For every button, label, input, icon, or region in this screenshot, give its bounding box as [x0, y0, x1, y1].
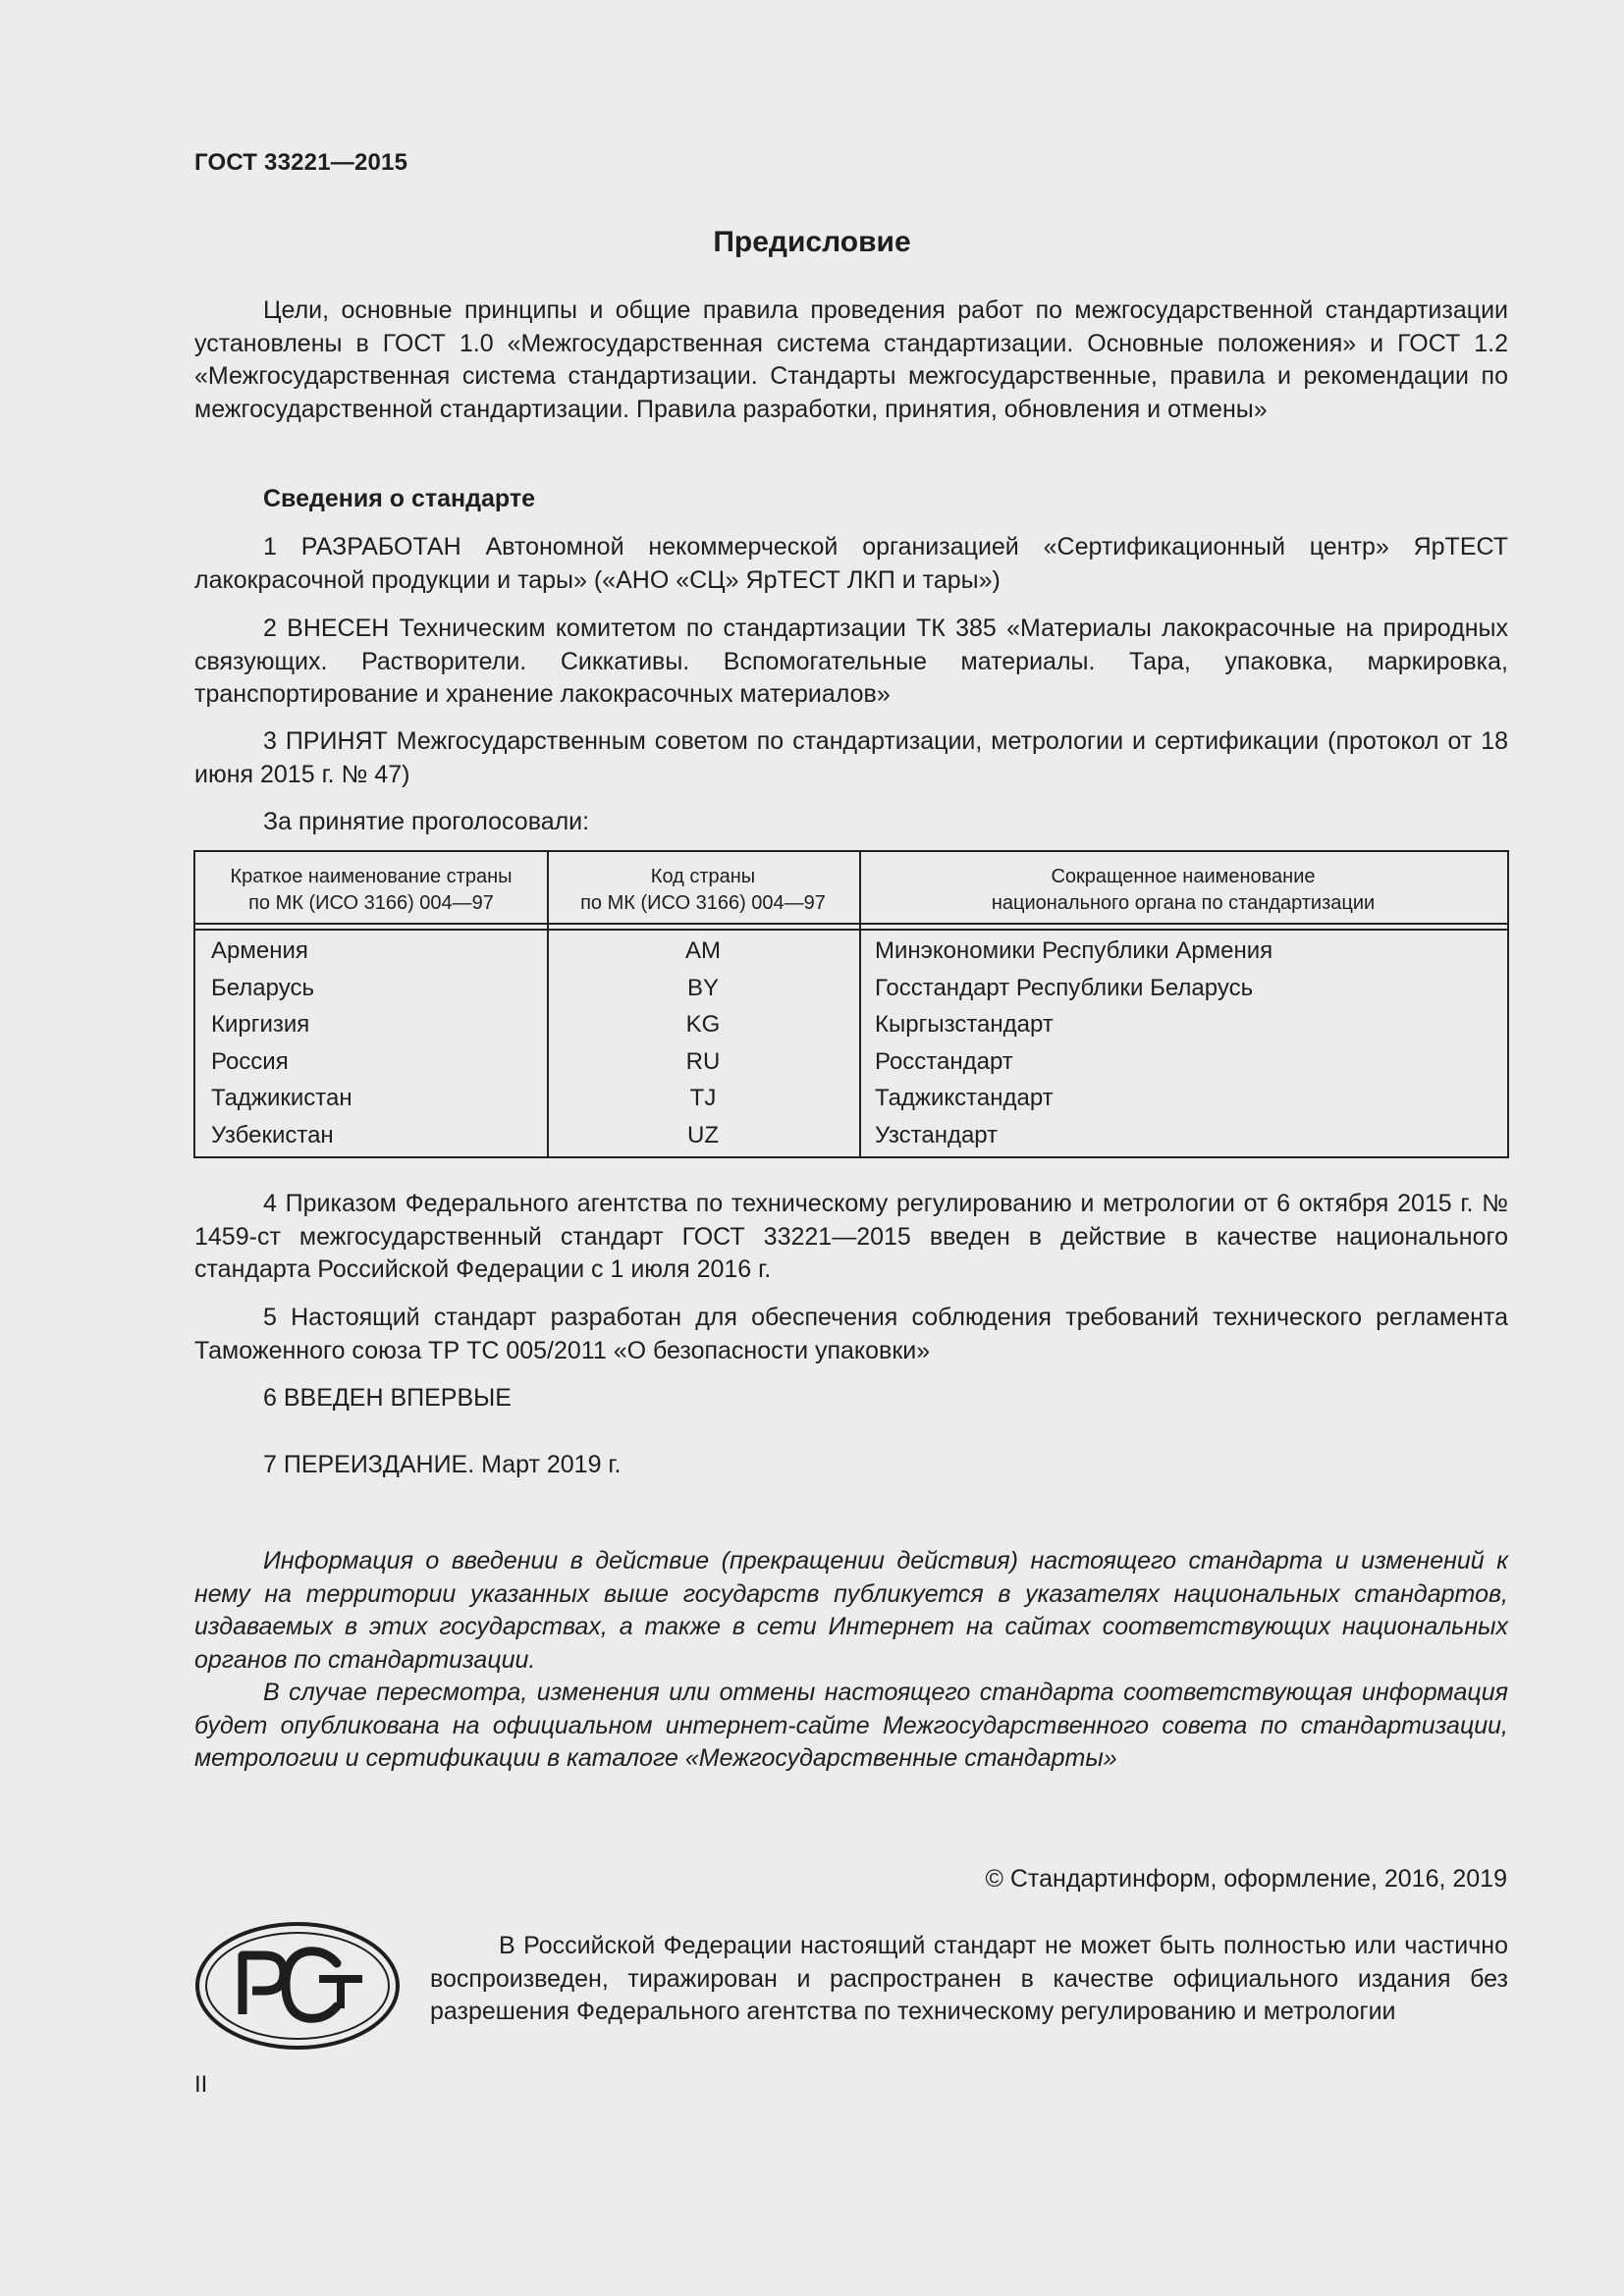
table-row: [195, 933, 1507, 969]
vote-intro: За принятие проголосовали:: [263, 808, 590, 835]
info-paragraph-2: В случае пересмотра, изменения или отмены настоящего стандарта соответствующая информация будет опубликована на официальном интернет-сайте Межгосударственного совета по стандартизации, метрологии и сертификации в каталоге «Межгосударственные стандарты»: [194, 1679, 1508, 1772]
table-row: [195, 1043, 1507, 1080]
header-line: национального органа по стандартизации: [991, 892, 1376, 914]
info-paragraph-1: Информация о введении в действие (прекращении действия) настоящего стандарта и изменений к нему на территории указанных выше государств публикуется в указателях национальных стандартов, издаваемых в этих государствах, а также в сети Интернет на сайтах соответствующих национальных органов по стандартизации.: [194, 1547, 1508, 1674]
item-6: 6 ВВЕДЕН ВПЕРВЫЕ: [263, 1384, 512, 1412]
country-cell: Россия: [211, 1047, 289, 1075]
table-row: [195, 1080, 1507, 1116]
rst-certification-mark-icon: [193, 1920, 402, 2052]
item-2: 2 ВНЕСЕН Техническим комитетом по стандартизации ТК 385 «Материалы лакокрасочные на природных связующих. Растворители. Сиккативы. Вспомогательные материалы. Тара, упаковка, маркировка, транспортирование и хранение лакокрасочных материалов»: [194, 614, 1508, 708]
code-cell: BY: [686, 974, 719, 1001]
body-cell: Минэкономики Республики Армения: [875, 937, 1273, 964]
table-header-body: [859, 862, 1507, 919]
table-header-code: [547, 862, 859, 919]
item-5: 5 Настоящий стандарт разработан для обеспечения соблюдения требований технического регламента Таможенного союза ТР ТС 005/2011 «О безопасности упаковки»: [194, 1304, 1508, 1364]
code-cell: KG: [685, 1011, 721, 1038]
body-cell: Узстандарт: [875, 1121, 999, 1148]
country-cell: Армения: [211, 937, 308, 964]
voting-table: [193, 850, 1509, 1158]
code-cell: TJ: [689, 1085, 717, 1111]
page-title: Предисловие: [713, 226, 911, 258]
header-line: Краткое наименование страны: [230, 866, 513, 887]
header-line: Код страны: [650, 866, 756, 887]
code-cell: RU: [685, 1047, 721, 1075]
copyright-line: © Стандартинформ, оформление, 2016, 2019: [985, 1865, 1507, 1893]
item-4: 4 Приказом Федерального агентства по техническому регулированию и метрологии от 6 октября 2015 г. № 1459-ст межгосударственный стандарт ГОСТ 33221—2015 введен в действие в качестве национального стандарта Российской Федерации с 1 июля 2016 г.: [194, 1190, 1508, 1283]
page-number: II: [194, 2071, 208, 2098]
body-cell: Таджикстандарт: [875, 1085, 1054, 1111]
intro-paragraph: Цели, основные принципы и общие правила проведения работ по межгосударственной стандартизации установлены в ГОСТ 1.0 «Межгосударственная система стандартизации. Основные положения» и ГОСТ 1.2 «Межгосударственная система стандартизации. Стандарты межгосударственные, правила и рекомендации по межгосударственной стандартизации. Правила разработки, принятия, обновления и отмены»: [194, 296, 1508, 423]
header-line: по МК (ИСО 3166) 004—97: [580, 892, 826, 914]
body-cell: Госстандарт Республики Беларусь: [875, 974, 1254, 1001]
body-cell: Росстандарт: [875, 1047, 1013, 1075]
country-cell: Узбекистан: [211, 1121, 334, 1148]
table-header-country: [195, 862, 547, 919]
item-7: 7 ПЕРЕИЗДАНИЕ. Март 2019 г.: [263, 1451, 622, 1478]
country-cell: Таджикистан: [211, 1085, 352, 1111]
code-cell: UZ: [687, 1121, 719, 1148]
table-row: [195, 970, 1507, 1006]
table-row: [195, 1006, 1507, 1042]
table-row: [195, 1117, 1507, 1153]
header-separator: [195, 923, 1507, 925]
header-line: по МК (ИСО 3166) 004—97: [248, 892, 494, 914]
item-1: 1 РАЗРАБОТАН Автономной некоммерческой организацией «Сертификационный центр» ЯрТЕСТ лакокрасочной продукции и тары» («АНО «СЦ» ЯрТЕСТ ЛКП и тары»): [194, 533, 1508, 594]
header-line: Сокращенное наименование: [1051, 866, 1316, 887]
body-cell: Кыргызстандарт: [875, 1011, 1054, 1038]
item-3: 3 ПРИНЯТ Межгосударственным советом по стандартизации, метрологии и сертификации (протокол от 18 июня 2015 г. № 47): [194, 727, 1508, 788]
country-cell: Киргизия: [211, 1011, 310, 1038]
document-code: ГОСТ 33221—2015: [194, 149, 408, 176]
copyright-notice: В Российской Федерации настоящий стандарт не может быть полностью или частично воспроизведен, тиражирован и распространен в качестве официального издания без разрешения Федерального агентства по техническому регулированию и метрологии: [430, 1932, 1508, 2025]
country-cell: Беларусь: [211, 974, 314, 1001]
code-cell: AM: [685, 937, 721, 964]
section-heading: Сведения о стандарте: [263, 485, 536, 512]
header-separator: [195, 929, 1507, 931]
